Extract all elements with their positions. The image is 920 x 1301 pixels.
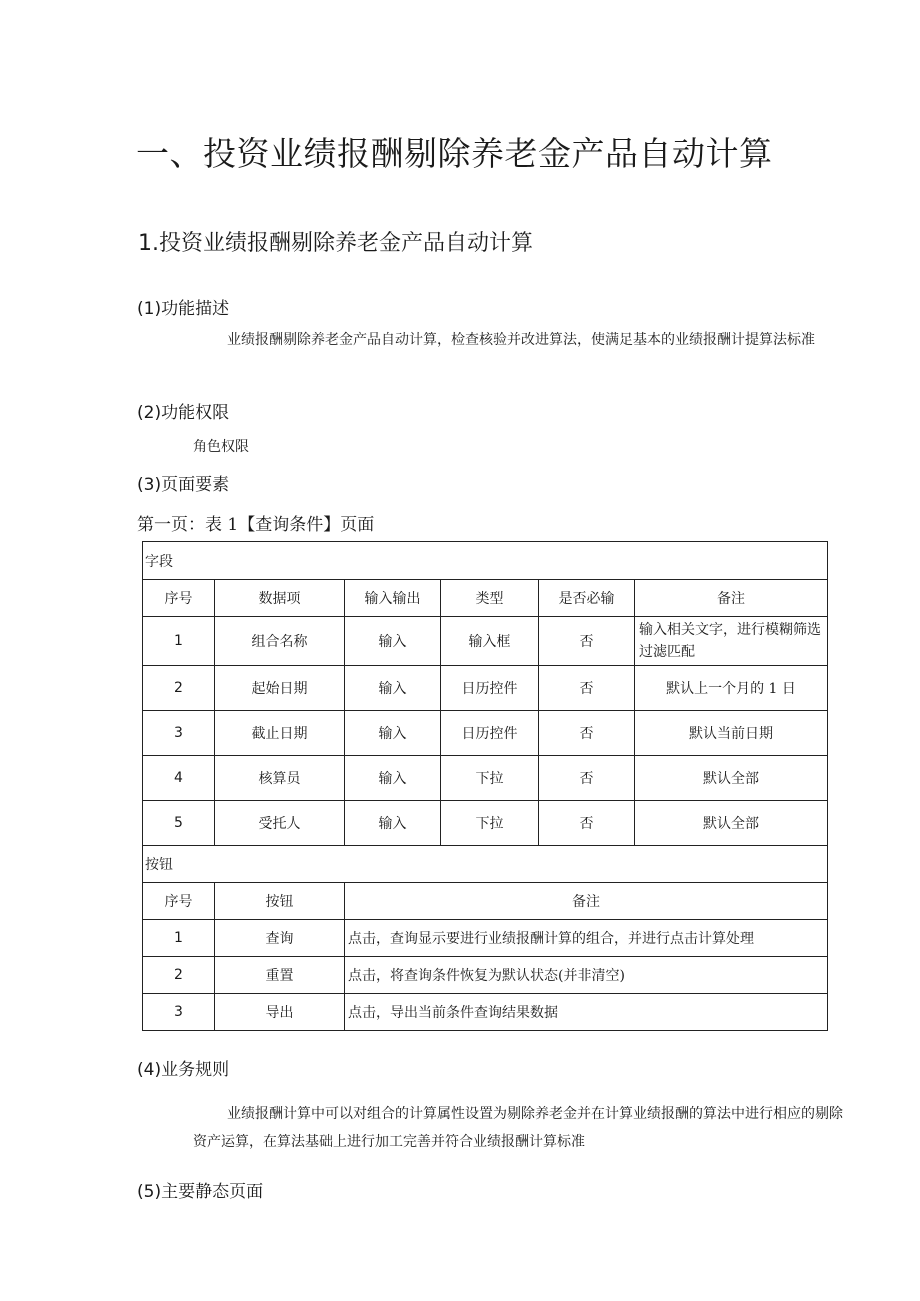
cell: 2 (143, 666, 215, 711)
cell: 否 (539, 617, 635, 666)
table-row (143, 920, 828, 957)
heading-2: 1.投资业绩报酬剔除养老金产品自动计算 (138, 231, 533, 256)
cell: 导出 (215, 994, 345, 1031)
section-5-title: (5)主要静态页面 (137, 1182, 264, 1202)
cell: 点击，导出当前条件查询结果数据 (345, 994, 828, 1031)
header-cell: 输入输出 (345, 580, 441, 617)
section-2-text: 角色权限 (193, 439, 249, 455)
section-2-title: (2)功能权限 (137, 403, 230, 423)
cell: 4 (143, 756, 215, 801)
cell: 输入框 (441, 617, 539, 666)
cell: 核算员 (215, 756, 345, 801)
cell: 起始日期 (215, 666, 345, 711)
cell: 查询 (215, 920, 345, 957)
header-cell: 按钮 (215, 883, 345, 920)
cell: 点击，查询显示要进行业绩报酬计算的组合，并进行点击计算处理 (345, 920, 828, 957)
cell: 1 (143, 617, 215, 666)
cell: 输入相关文字，进行模糊筛选过滤匹配 (635, 617, 828, 666)
cell: 受托人 (215, 801, 345, 846)
table-row (143, 617, 828, 666)
table-row (143, 756, 828, 801)
section-1-text: 业绩报酬剔除养老金产品自动计算，检查核验并改进算法，使满足基本的业绩报酬计提算法标准 (227, 332, 815, 348)
cell: 3 (143, 994, 215, 1031)
cell: 下拉 (441, 801, 539, 846)
cell: 默认当前日期 (635, 711, 828, 756)
cell: 否 (539, 756, 635, 801)
header-cell: 是否必输 (539, 580, 635, 617)
cell: 2 (143, 957, 215, 994)
heading-1: 一、投资业绩报酬剔除养老金产品自动计算 (136, 134, 773, 173)
table-row (143, 666, 828, 711)
header-cell: 备注 (635, 580, 828, 617)
section-4-title: (4)业务规则 (137, 1060, 230, 1080)
cell: 默认全部 (635, 801, 828, 846)
cell: 5 (143, 801, 215, 846)
cell: 重置 (215, 957, 345, 994)
header-cell: 序号 (143, 580, 215, 617)
cell: 下拉 (441, 756, 539, 801)
cell: 否 (539, 801, 635, 846)
header-cell: 序号 (143, 883, 215, 920)
cell: 输入 (345, 756, 441, 801)
cell: 输入 (345, 711, 441, 756)
table-row (143, 957, 828, 994)
cell: 输入 (345, 666, 441, 711)
fields-header-row (143, 580, 828, 617)
section-1-title: (1)功能描述 (137, 299, 230, 319)
header-cell: 备注 (345, 883, 828, 920)
table-caption: 第一页：表 1【查询条件】页面 (137, 515, 375, 535)
cell: 输入 (345, 617, 441, 666)
cell: 组合名称 (215, 617, 345, 666)
buttons-header-row (143, 883, 828, 920)
section-3-title: (3)页面要素 (137, 475, 230, 495)
header-cell: 类型 (441, 580, 539, 617)
cell: 否 (539, 711, 635, 756)
cell: 点击，将查询条件恢复为默认状态(并非清空) (345, 957, 828, 994)
fields-section-label: 字段 (143, 542, 828, 580)
buttons-section-label: 按钮 (143, 846, 828, 883)
cell: 默认全部 (635, 756, 828, 801)
table-row (143, 994, 828, 1031)
cell: 日历控件 (441, 666, 539, 711)
cell: 日历控件 (441, 711, 539, 756)
cell: 默认上一个月的 1 日 (635, 666, 828, 711)
cell: 截止日期 (215, 711, 345, 756)
table-row (143, 801, 828, 846)
cell: 输入 (345, 801, 441, 846)
header-cell: 数据项 (215, 580, 345, 617)
table-row (143, 711, 828, 756)
section-4-text: 业绩报酬计算中可以对组合的计算属性设置为剔除养老金并在计算业绩报酬的算法中进行相应的剔除资产运算，在算法基础上进行加工完善并符合业绩报酬计算标准 (193, 1106, 843, 1150)
cell: 1 (143, 920, 215, 957)
cell: 3 (143, 711, 215, 756)
query-conditions-table (142, 541, 828, 1031)
cell: 否 (539, 666, 635, 711)
